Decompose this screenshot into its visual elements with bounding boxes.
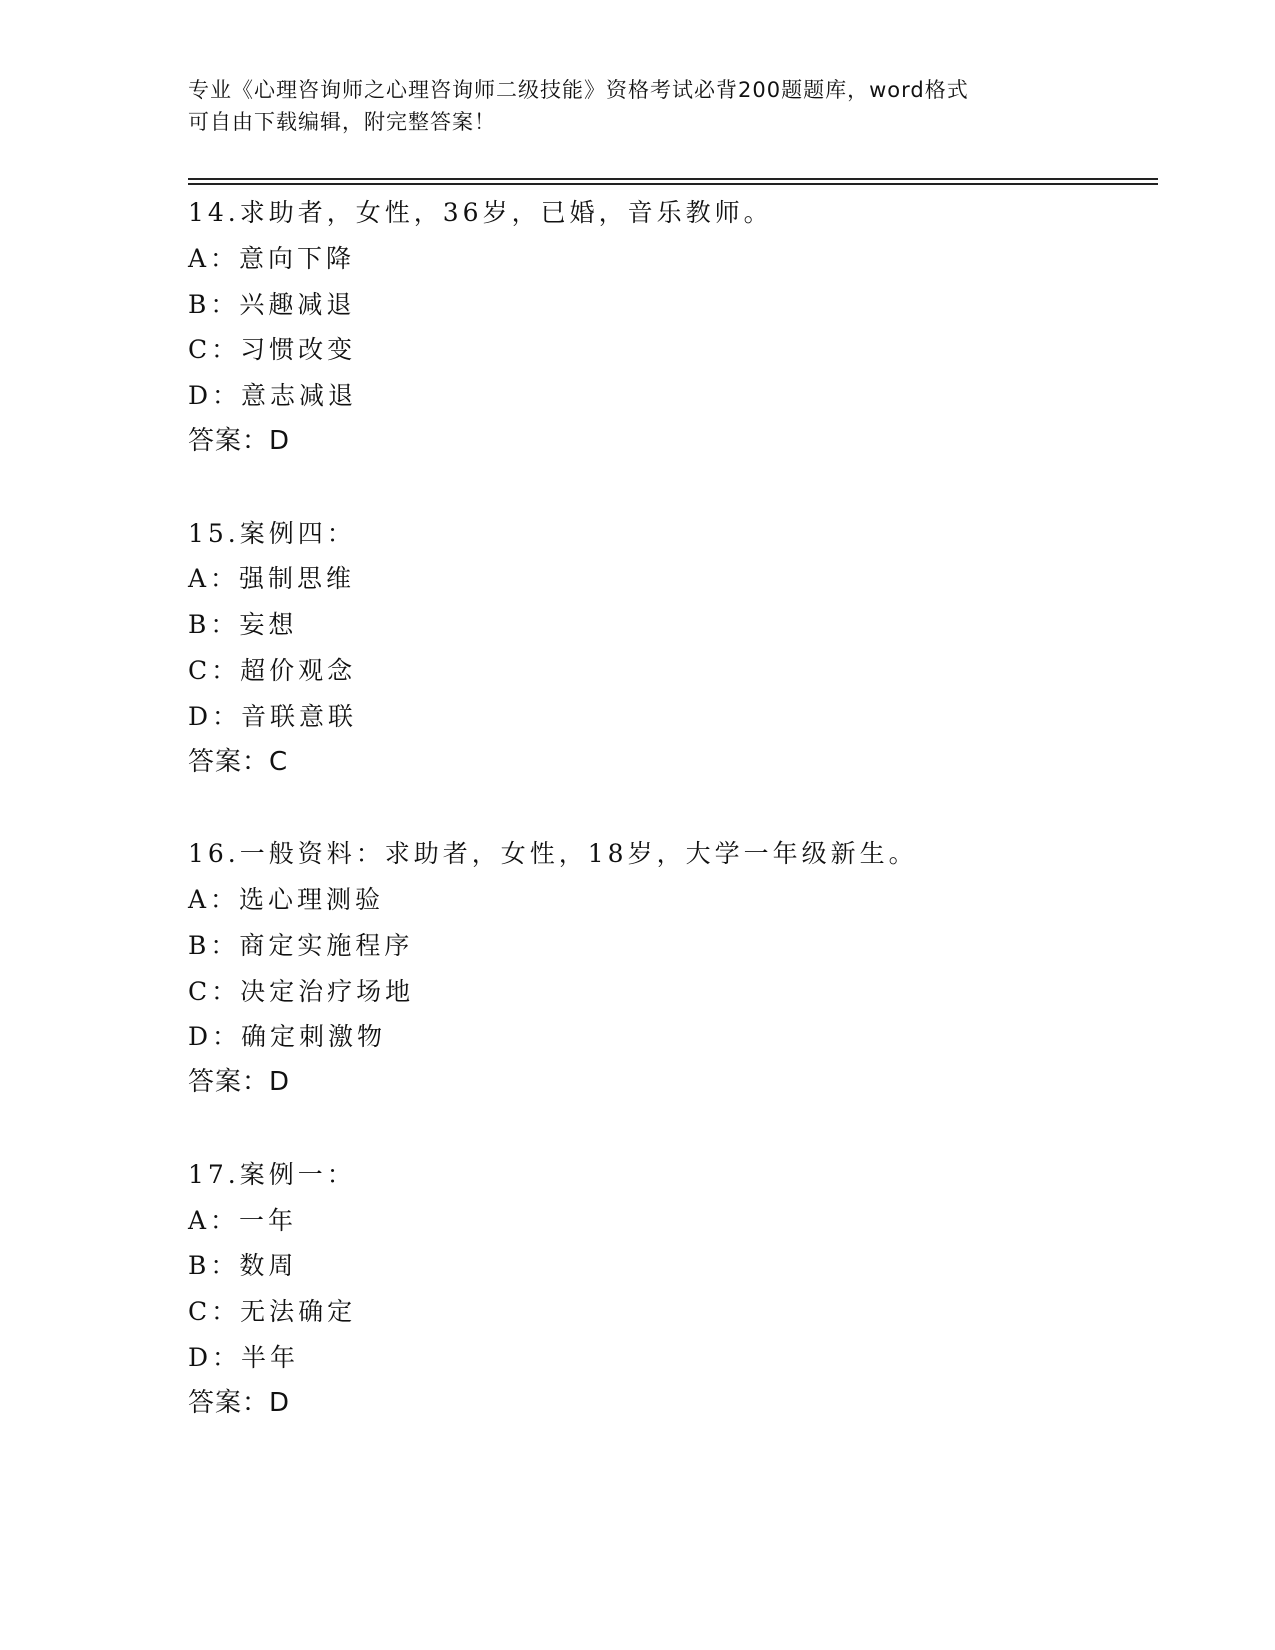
option-b: B：兴趣减退 <box>188 289 356 319</box>
option-d: D：意志减退 <box>188 381 358 411</box>
option-b: B：数周 <box>188 1251 298 1281</box>
option-c: C：习惯改变 <box>188 335 357 365</box>
option-c: C：无法确定 <box>188 1297 357 1327</box>
document-header <box>188 74 1068 138</box>
question-stem: 15.案例四： <box>188 518 356 548</box>
option-d: D：确定刺激物 <box>188 1022 387 1052</box>
option-c: C：决定治疗场地 <box>188 976 415 1006</box>
answer-line: 答案：D <box>188 1387 291 1418</box>
question-spacer <box>188 465 1148 511</box>
option-a: A：一年 <box>188 1205 298 1235</box>
header-divider-bottom <box>188 183 1158 185</box>
option-c: C：超价观念 <box>188 655 357 685</box>
question-list <box>188 190 1148 1427</box>
question-16 <box>188 831 1148 1152</box>
answer-line: 答案：D <box>188 1067 291 1098</box>
option-d: D：半年 <box>188 1342 300 1372</box>
header-title-line-2: 可自由下载编辑，附完整答案！ <box>188 110 496 134</box>
question-14 <box>188 190 1148 511</box>
header-title-line-1: 专业《心理咨询师之心理咨询师二级技能》资格考试必背200题题库，word格式 <box>188 78 969 102</box>
option-b: B：商定实施程序 <box>188 930 414 960</box>
question-stem: 14.求助者，女性，36岁，已婚，音乐教师。 <box>188 198 773 227</box>
option-d: D：音联意联 <box>188 701 358 731</box>
question-stem: 16.一般资料：求助者，女性，18岁，大学一年级新生。 <box>188 839 918 869</box>
question-stem: 17.案例一： <box>188 1159 356 1189</box>
header-divider-top <box>188 178 1158 180</box>
option-b: B：妄想 <box>188 610 298 640</box>
option-a: A：意向下降 <box>188 243 356 273</box>
question-15 <box>188 511 1148 832</box>
answer-line: 答案：D <box>188 425 291 456</box>
question-spacer <box>188 785 1148 831</box>
answer-line: 答案：C <box>188 746 289 777</box>
option-a: A：强制思维 <box>188 564 356 594</box>
option-a: A：选心理测验 <box>188 884 385 914</box>
question-17 <box>188 1152 1148 1427</box>
question-spacer <box>188 1106 1148 1152</box>
